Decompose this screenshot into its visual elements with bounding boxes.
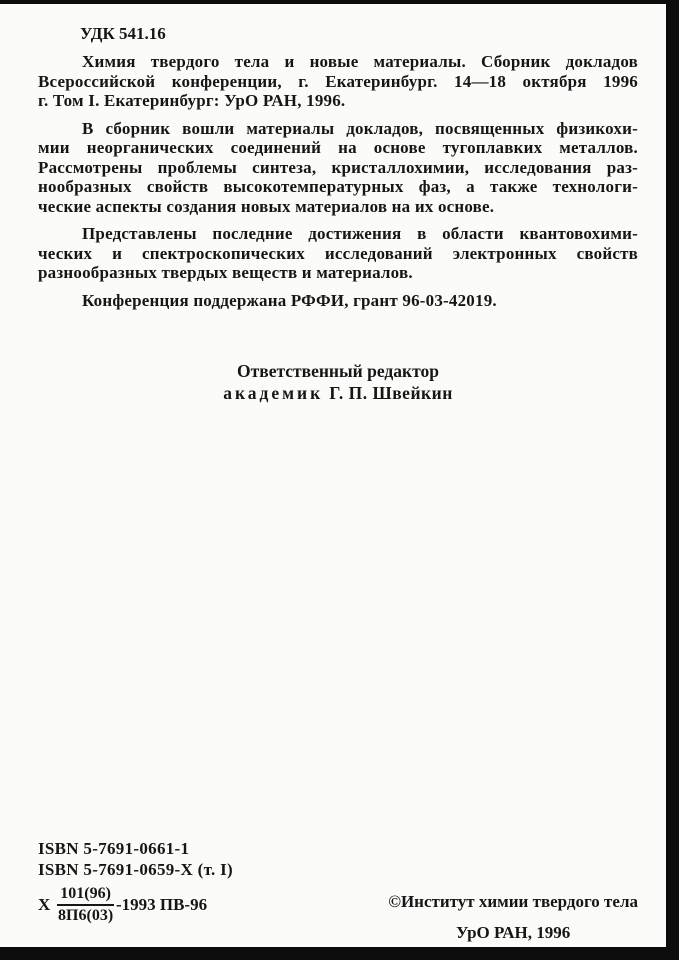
scan-edge-right <box>666 0 679 960</box>
catalog-code-numerator: 101(96) <box>57 885 114 906</box>
imprint-footer <box>38 838 638 943</box>
catalog-code-denominator: 8П6(03) <box>58 907 114 924</box>
scan-edge-top <box>0 0 679 4</box>
grant-note <box>38 291 638 311</box>
editor-line <box>38 382 638 404</box>
scan-edge-bottom <box>0 947 679 960</box>
bibliographic-line: Всероссийской конференции, г. Екатеринбург. 14—18 октября 1996 <box>38 71 638 91</box>
catalog-code-prefix: Х <box>38 895 51 914</box>
annotation-line: нообразных свойств высокотемпературных фаз, а также технологи- <box>38 177 638 196</box>
copyright-block <box>388 885 638 943</box>
catalog-code-suffix: -1993 ПВ-96 <box>115 895 208 914</box>
udk-number: УДК 541.16 <box>80 24 166 43</box>
annotation-line: мии неорганических соединений на основе тугоплавких металлов. <box>38 138 638 157</box>
isbn-line-1: ISBN 5-7691-0661-1 <box>38 839 190 858</box>
bibliographic-description <box>38 52 638 111</box>
copyright-year-line: УрО РАН, 1996 <box>456 923 571 942</box>
annotation-paragraph-2 <box>38 224 638 283</box>
annotation-line: ческие аспекты создания новых материалов на их основе. <box>38 196 495 216</box>
annotation-line: разнообразных твердых веществ и материалов. <box>38 263 413 282</box>
annotation-line: Представлены последние достижения в области квантовохими- <box>82 224 638 243</box>
annotation-line: В сборник вошли материалы докладов, посвященных физикохи- <box>82 118 638 138</box>
catalog-and-copyright-row <box>38 885 638 943</box>
editor-name: Г. П. Швейкин <box>329 383 453 403</box>
isbn-line-2: ISBN 5-7691-0659-X (т. I) <box>38 860 233 879</box>
grant-note-line: Конференция поддержана РФФИ, грант 96-03-42019. <box>82 290 497 310</box>
editor-block <box>38 360 638 404</box>
page-content <box>38 24 638 404</box>
annotation-paragraph-1 <box>38 119 638 217</box>
copyright-holder: ©Институт химии твердого тела <box>388 892 638 911</box>
editor-title: академик <box>223 383 324 403</box>
editor-role: Ответственный редактор <box>237 361 439 381</box>
catalog-code <box>38 885 207 925</box>
annotation-line: Рассмотрены проблемы синтеза, кристаллохимии, исследования раз- <box>38 157 638 177</box>
bibliographic-line: г. Том I. Екатеринбург: УрО РАН, 1996. <box>38 91 346 110</box>
annotation-line: ческих и спектроскопических исследований электронных свойств <box>38 243 638 263</box>
bibliographic-line: Химия твердого тела и новые материалы. Сборник докладов <box>82 52 638 71</box>
catalog-code-fraction <box>57 885 114 925</box>
